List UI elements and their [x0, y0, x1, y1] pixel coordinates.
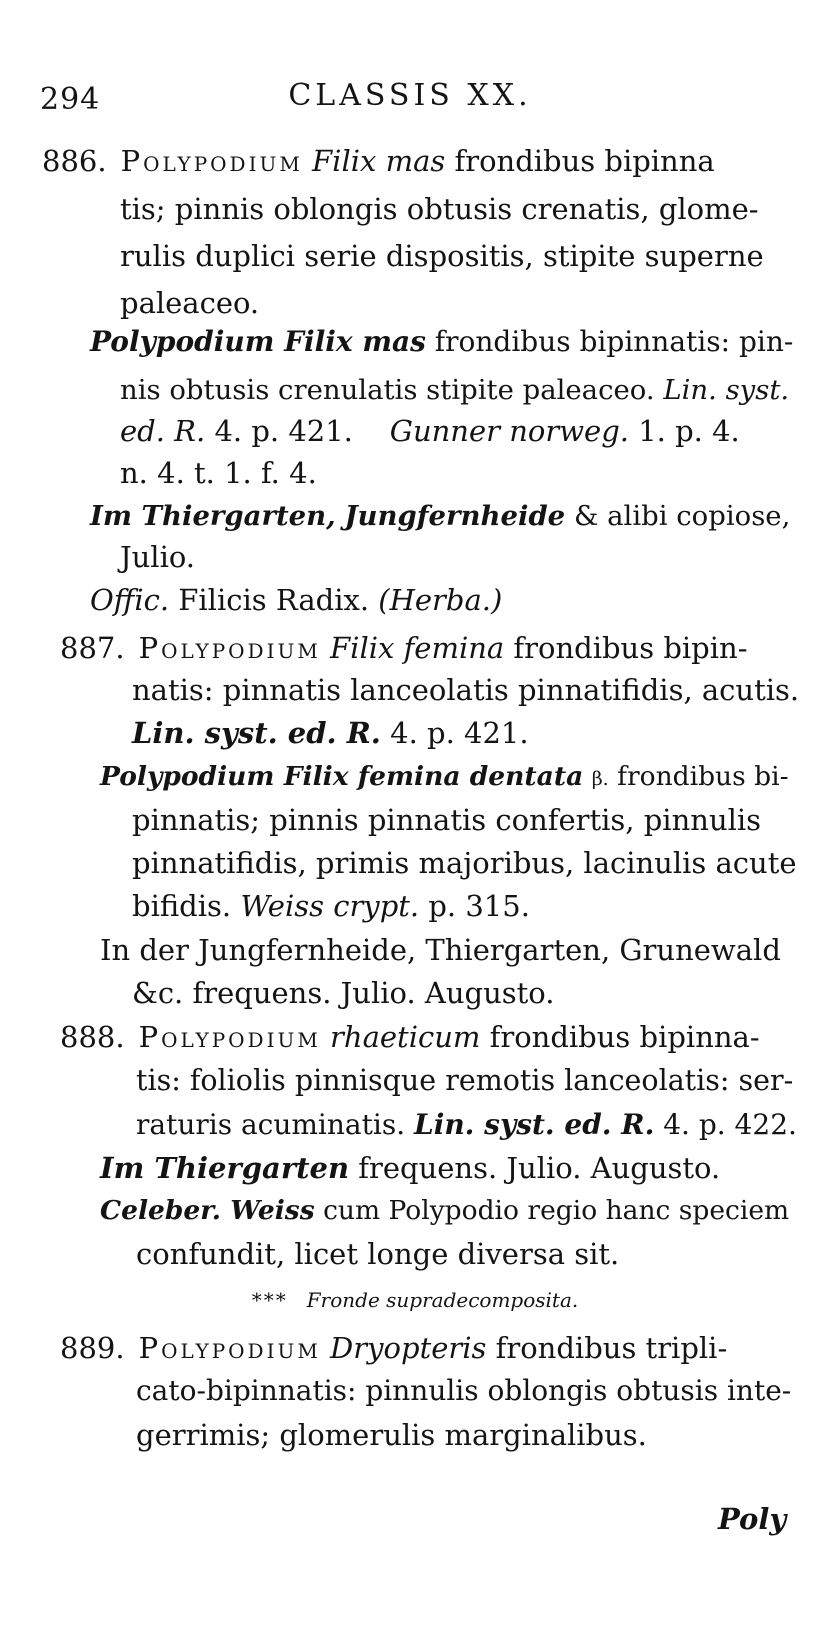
- synonym-line-2: [120, 370, 789, 410]
- entry-888-line-1: [60, 1017, 760, 1057]
- entry-886-line-2: tis; pinnis oblongis obtusis crenatis, glome-: [120, 192, 759, 226]
- page-header: [0, 74, 830, 124]
- species-name: Filix mas: [312, 144, 446, 178]
- entry-886-line-1: [42, 141, 715, 181]
- synonym-line-1: [90, 322, 793, 362]
- locality-line-1: [90, 496, 790, 536]
- note-line-1: [100, 1191, 789, 1231]
- synonym-text: nis obtusis crenulatis stipite paleaceo.: [120, 374, 655, 406]
- locality-name: Im Thiergarten,: [90, 500, 336, 532]
- locality-name: Im Thiergarten: [100, 1151, 350, 1185]
- synonym-line-4: n. 4. t. 1. f. 4.: [120, 456, 317, 490]
- running-title: CLASSIS XX.: [288, 78, 532, 113]
- description-text: raturis acuminatis.: [136, 1108, 406, 1141]
- reference-edition: ed. R.: [120, 414, 206, 448]
- reference-page: 4. p. 421.: [214, 414, 353, 448]
- reference-page: 4. p. 422.: [663, 1108, 797, 1141]
- entry-889-line-3: gerrimis; glomerulis marginalibus.: [136, 1418, 647, 1452]
- note-text: cum Polypodio regio hanc speciem: [323, 1195, 790, 1226]
- entry-number: 886.: [42, 144, 107, 178]
- reference-lin-syst: Lin. syst. ed. R.: [414, 1108, 655, 1141]
- reference-lin-syst: Lin. syst.: [663, 374, 790, 406]
- locality-line-2: &c. frequens. Julio. Augusto.: [132, 976, 555, 1010]
- genus-name: Polypodium: [138, 1020, 321, 1054]
- entry-886-line-3: rulis duplici serie dispositis, stipite superne: [120, 239, 764, 273]
- page-number: 294: [40, 82, 101, 117]
- species-name: Filix femina: [330, 631, 505, 665]
- note-line-2: confundit, licet longe diversa sit.: [136, 1237, 620, 1271]
- locality-text: frequens. Julio. Augusto.: [358, 1151, 721, 1185]
- entry-887-line-1: [60, 628, 748, 668]
- locality-line-1: In der Jungfernheide, Thiergarten, Grunewald: [100, 933, 781, 967]
- description-text: frondibus bipin-: [513, 631, 748, 665]
- catchword: Poly: [718, 1502, 787, 1536]
- synonym-text: frondibus bipinnatis: pin-: [434, 325, 794, 358]
- reference-weiss: Weiss crypt.: [240, 889, 420, 923]
- synonym-line-3: pinnatifidis, primis majoribus, lacinulis acute: [132, 846, 797, 880]
- species-name: rhaeticum: [330, 1020, 481, 1054]
- reference-page: 1. p. 4.: [638, 414, 740, 448]
- locality-line: [100, 1148, 720, 1188]
- reference-lin-syst: Lin. syst. ed. R.: [132, 716, 381, 750]
- synonym-line-3: [120, 411, 740, 451]
- entry-number: 889.: [60, 1331, 125, 1365]
- section-title: Fronde supradecomposita.: [306, 1288, 579, 1312]
- locality-name: Jungfernheide: [344, 500, 566, 532]
- entry-889-line-2: cato-bipinnatis: pinnulis oblongis obtusis inte-: [136, 1374, 792, 1407]
- section-heading: [0, 1280, 830, 1320]
- officinal-line: [90, 580, 502, 620]
- note-author: Celeber. Weiss: [100, 1195, 315, 1226]
- synonym-name: Polypodium Filix femina dentata: [100, 761, 584, 792]
- officinal-text: Filicis Radix.: [178, 583, 370, 617]
- synonym-line-4: [132, 886, 530, 926]
- description-text: frondibus tripli-: [495, 1331, 728, 1365]
- genus-name: Polypodium: [120, 144, 303, 178]
- reference-gunner: Gunner norweg.: [389, 414, 629, 448]
- description-text: frondibus bipinna: [454, 144, 715, 178]
- entry-number: 888.: [60, 1020, 125, 1054]
- species-name: Dryopteris: [330, 1331, 487, 1365]
- beta-variety-mark: β.: [591, 768, 609, 790]
- entry-886-line-4: paleaceo.: [120, 286, 260, 320]
- entry-887-line-3: [132, 713, 529, 753]
- synonym-line-2: pinnatis; pinnis pinnatis confertis, pinnulis: [132, 803, 762, 837]
- description-text: frondibus bipinna-: [489, 1020, 760, 1054]
- officinal-herba: (Herba.): [378, 583, 503, 617]
- entry-887-line-2: natis: pinnatis lanceolatis pinnatifidis, acutis.: [132, 673, 800, 707]
- section-stars: ***: [251, 1288, 288, 1312]
- entry-888-line-2: tis: foliolis pinnisque remotis lanceolatis: ser-: [136, 1064, 794, 1097]
- reference-page: 4. p. 421.: [390, 716, 529, 750]
- synonym-text: frondibus bi-: [617, 761, 789, 792]
- genus-name: Polypodium: [138, 1331, 321, 1365]
- entry-889-line-1: [60, 1328, 727, 1368]
- genus-name: Polypodium: [138, 631, 321, 665]
- locality-line-2: Julio.: [120, 540, 196, 574]
- entry-number: 887.: [60, 631, 125, 665]
- synonym-line-1: [100, 757, 789, 799]
- entry-888-line-3: [136, 1105, 797, 1145]
- synonym-name: Polypodium Filix mas: [90, 325, 426, 358]
- reference-page: p. 315.: [428, 889, 530, 923]
- locality-text: & alibi copiose,: [573, 500, 791, 532]
- officinal-label: Offic.: [90, 583, 170, 617]
- synonym-text: bifidis.: [132, 889, 232, 923]
